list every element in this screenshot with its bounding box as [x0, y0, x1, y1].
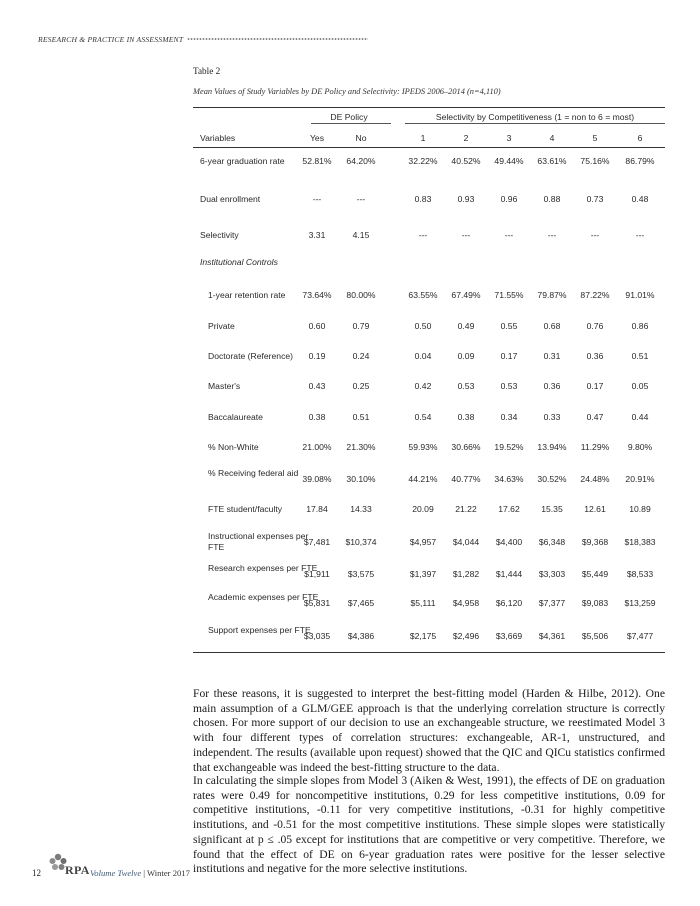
- table-cell: 3.31: [308, 230, 326, 240]
- column-head: 6: [637, 133, 643, 143]
- table-cell: $1,282: [452, 569, 480, 579]
- footer-separator: |: [141, 868, 148, 878]
- row-label: Instructional expenses per FTE: [208, 531, 309, 552]
- issue-label: Winter 2017: [147, 868, 190, 878]
- table-cell: 0.34: [500, 412, 518, 422]
- row-label: % Non-White: [208, 442, 259, 452]
- page-footer: [32, 852, 232, 882]
- table-cell: $1,444: [495, 569, 523, 579]
- table-cell: 4.15: [352, 230, 370, 240]
- table-cell: 40.52%: [451, 156, 481, 166]
- table-cell: 0.09: [457, 351, 475, 361]
- table-cell: $3,669: [495, 631, 523, 641]
- table-cell: 40.77%: [451, 474, 481, 484]
- group-underline-de-policy: [311, 123, 391, 124]
- row-label: Baccalaureate: [208, 412, 263, 422]
- table-cell: 0.76: [586, 321, 604, 331]
- table-cell: 34.63%: [494, 474, 524, 484]
- table-cell: 0.24: [352, 351, 370, 361]
- page-number: 12: [32, 868, 41, 878]
- table-cell: ---: [635, 230, 645, 240]
- row-label: Research expenses per FTE: [208, 563, 318, 573]
- table-cell: 0.42: [414, 381, 432, 391]
- column-head: 3: [506, 133, 512, 143]
- table-cell: 17.62: [498, 504, 520, 514]
- table-cell: $5,831: [303, 598, 331, 608]
- table-cell: $9,368: [581, 537, 609, 547]
- table-cell: ---: [547, 230, 557, 240]
- table-cell: 0.53: [457, 381, 475, 391]
- table-cell: 73.64%: [302, 290, 332, 300]
- row-label: Academic expenses per FTE: [208, 592, 319, 602]
- body-paragraph-2: In calculating the simple slopes from Model 3 (Aiken & West, 1991), the effects of DE on graduation rates were 0.49 for noncompetitive institutions, 0.29 for less competitive institutions, 0.09 for competitive institutions, -0.11 for very competitive institutions, -0.31 for highly competitive institutions, and -0.51 for the most competitive institutions. These simple slopes were statistically significant at p ≤ .05 except for institutions that are competitive or very competitive. Therefore, we found that the effect of DE on 6-year graduation rates were positive for the lesser selective institutions and negative for the more selective institutions.: [193, 774, 665, 876]
- row-label: Institutional Controls: [200, 257, 278, 267]
- table-cell: 59.93%: [408, 442, 438, 452]
- row-label: Dual enrollment: [200, 194, 261, 204]
- table-cell: $4,958: [452, 598, 480, 608]
- table-cell: 0.25: [352, 381, 370, 391]
- table-cell: 52.81%: [302, 156, 332, 166]
- column-head: 4: [549, 133, 555, 143]
- table-bottom-rule: [193, 652, 665, 653]
- table-cell: 20.91%: [625, 474, 655, 484]
- table-cell: 80.00%: [346, 290, 376, 300]
- table-cell: $2,496: [452, 631, 480, 641]
- table-cell: 0.83: [414, 194, 432, 204]
- table-cell: 0.51: [352, 412, 370, 422]
- header-dotted-rule: [187, 38, 368, 40]
- table-cell: 0.88: [543, 194, 561, 204]
- table-cell: ---: [356, 194, 366, 204]
- table-cell: $7,377: [538, 598, 566, 608]
- table-cell: 21.00%: [302, 442, 332, 452]
- row-label: FTE student/faculty: [208, 504, 283, 514]
- table-cell: 0.49: [457, 321, 475, 331]
- table-cell: 71.55%: [494, 290, 524, 300]
- table-cell: 30.52%: [537, 474, 567, 484]
- table-cell: $7,481: [303, 537, 331, 547]
- table-cell: 63.61%: [537, 156, 567, 166]
- row-label: 1-year retention rate: [208, 290, 286, 300]
- table-cell: 30.10%: [346, 474, 376, 484]
- table-cell: $1,911: [304, 569, 330, 579]
- table-cell: 0.19: [308, 351, 326, 361]
- table-cell: 44.21%: [408, 474, 438, 484]
- table-cell: 0.05: [631, 381, 649, 391]
- column-head: 1: [420, 133, 426, 143]
- table-cell: 14.33: [350, 504, 372, 514]
- table-cell: 0.04: [414, 351, 432, 361]
- table-cell: 49.44%: [494, 156, 524, 166]
- column-head: No: [355, 133, 367, 143]
- table-head-rule: [193, 147, 665, 148]
- footer-volume-issue: [90, 868, 190, 878]
- group-underline-selectivity: [405, 123, 665, 124]
- column-head: Yes: [309, 133, 325, 143]
- group-head-selectivity: Selectivity by Competitiveness (1 = non to 6 = most): [435, 112, 635, 122]
- table-cell: 0.36: [586, 351, 604, 361]
- table-cell: $9,083: [581, 598, 609, 608]
- table-cell: 0.31: [543, 351, 561, 361]
- table-cell: 0.38: [308, 412, 326, 422]
- table-cell: 63.55%: [408, 290, 438, 300]
- table-cell: 24.48%: [580, 474, 610, 484]
- table-cell: 91.01%: [625, 290, 655, 300]
- table-cell: 9.80%: [627, 442, 653, 452]
- table-cell: 0.43: [308, 381, 326, 391]
- table-cell: 39.08%: [302, 474, 332, 484]
- table-cell: $7,477: [626, 631, 654, 641]
- table-cell: 0.53: [500, 381, 518, 391]
- table-cell: 0.44: [631, 412, 649, 422]
- table-cell: ---: [312, 194, 322, 204]
- table-cell: ---: [461, 230, 471, 240]
- row-label: Support expenses per FTE: [208, 625, 311, 635]
- table-cell: $4,957: [409, 537, 437, 547]
- table-cell: 19.52%: [494, 442, 524, 452]
- table-cell: 0.55: [500, 321, 518, 331]
- table-cell: $4,044: [452, 537, 480, 547]
- table-cell: ---: [504, 230, 514, 240]
- table-cell: $2,175: [409, 631, 437, 641]
- volume-label: Volume Twelve: [90, 868, 142, 878]
- table-cell: 12.61: [584, 504, 606, 514]
- row-label: 6-year graduation rate: [200, 156, 285, 166]
- table-cell: 0.60: [308, 321, 326, 331]
- running-title: RESEARCH & PRACTICE IN ASSESSMENT: [38, 34, 184, 44]
- column-head: 5: [592, 133, 598, 143]
- table-cell: 0.79: [352, 321, 370, 331]
- table-cell: 0.96: [500, 194, 518, 204]
- table-cell: 0.17: [500, 351, 518, 361]
- running-header: [38, 33, 368, 45]
- table-cell: $5,506: [581, 631, 609, 641]
- table-cell: $6,348: [538, 537, 566, 547]
- table-cell: $3,303: [538, 569, 566, 579]
- table-cell: $13,259: [624, 598, 656, 608]
- table-cell: 0.73: [586, 194, 604, 204]
- table-cell: 0.54: [414, 412, 432, 422]
- table-cell: 67.49%: [451, 290, 481, 300]
- table-cell: 21.22: [455, 504, 477, 514]
- table-cell: $4,361: [538, 631, 566, 641]
- column-head: 2: [463, 133, 469, 143]
- table-cell: $3,035: [303, 631, 331, 641]
- table-cell: 0.48: [631, 194, 649, 204]
- table-cell: ---: [590, 230, 600, 240]
- table-cell: 15.35: [541, 504, 563, 514]
- table-cell: 0.68: [543, 321, 561, 331]
- table-cell: 21.30%: [346, 442, 376, 452]
- table-cell: 0.50: [414, 321, 432, 331]
- logo-wordmark: RPA: [65, 863, 90, 877]
- table-cell: $5,449: [581, 569, 609, 579]
- table-cell: 0.17: [586, 381, 604, 391]
- table-cell: $4,400: [495, 537, 523, 547]
- table-cell: 13.94%: [537, 442, 567, 452]
- row-label: Master's: [208, 381, 241, 391]
- table-cell: 0.47: [586, 412, 604, 422]
- table-cell: 0.38: [457, 412, 475, 422]
- row-label: Doctorate (Reference): [208, 351, 294, 361]
- table-cell: $5,111: [410, 598, 436, 608]
- table-cell: 0.93: [457, 194, 475, 204]
- table-cell: ---: [418, 230, 428, 240]
- row-label: % Receiving federal aid: [208, 468, 299, 478]
- table-cell: $8,533: [626, 569, 654, 579]
- table-cell: 86.79%: [625, 156, 655, 166]
- table-cell: $3,575: [347, 569, 375, 579]
- table-cell: 64.20%: [346, 156, 376, 166]
- body-paragraph-1: For these reasons, it is suggested to interpret the best-fitting model (Harden & Hilbe, 2012). One main assumption of a GLM/GEE approach is that the underlying correlation structure is correctly chosen. For more support of our decision to use an exchangeable structure, we reestimated Model 3 with four different types of correlation structures: exchangeable, AR-1, unstructured, and independent. The results (available upon request) showed that the QIC and QICu statistics confirmed that exchangeable was indeed the best-fitting structure to the data.: [193, 687, 665, 774]
- table-top-rule: [193, 107, 665, 108]
- table-cell: 11.29%: [580, 442, 610, 452]
- table-cell: $6,120: [495, 598, 523, 608]
- group-head-de-policy: DE Policy: [330, 112, 368, 122]
- variables-head: Variables: [200, 133, 236, 143]
- table-label: Table 2: [193, 66, 221, 76]
- row-label: Selectivity: [200, 230, 239, 240]
- table-cell: 20.09: [412, 504, 434, 514]
- table-cell: $10,374: [345, 537, 377, 547]
- table-cell: 87.22%: [580, 290, 610, 300]
- table-cell: 75.16%: [580, 156, 610, 166]
- table-cell: 10.89: [629, 504, 651, 514]
- table-cell: 0.86: [631, 321, 649, 331]
- table-cell: 0.36: [543, 381, 561, 391]
- table-cell: 32.22%: [408, 156, 438, 166]
- table-cell: 79.87%: [537, 290, 567, 300]
- table-cell: 17.84: [306, 504, 328, 514]
- table-cell: $7,465: [347, 598, 375, 608]
- table-caption: Mean Values of Study Variables by DE Policy and Selectivity: IPEDS 2006–2014 (n=4,110): [193, 87, 501, 96]
- table-cell: $1,397: [409, 569, 437, 579]
- table-cell: 0.33: [543, 412, 561, 422]
- table-cell: 30.66%: [451, 442, 481, 452]
- row-label: Private: [208, 321, 235, 331]
- table-cell: 0.51: [631, 351, 649, 361]
- table-cell: $18,383: [624, 537, 656, 547]
- table-cell: $4,386: [347, 631, 375, 641]
